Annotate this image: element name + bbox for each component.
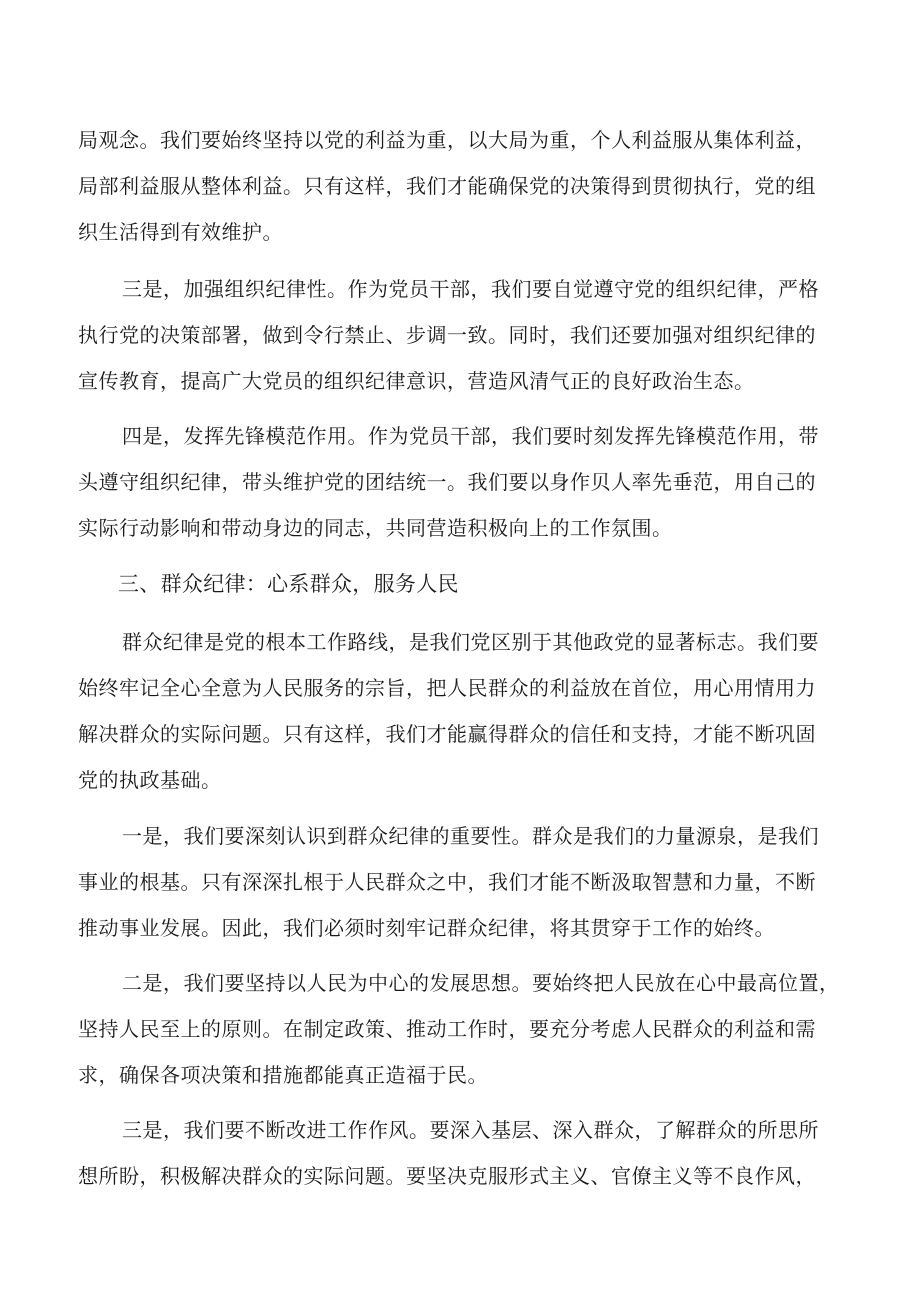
text-line: 二是，我们要坚持以人民为中心的发展思想。要始终把人民放在心中最高位置， <box>122 971 840 995</box>
text-line: 解决群众的实际问题。只有这样，我们才能赢得群众的信任和支持，才能不断巩固 <box>78 722 816 746</box>
text-line: 想所盼，积极解决群众的实际问题。要坚决克服形式主义、官僚主义等不良作风， <box>78 1164 816 1188</box>
text-line: 四是，发挥先锋模范作用。作为党员干部，我们要时刻发挥先锋模范作用，带 <box>122 424 819 448</box>
text-line: 群众纪律是党的根本工作路线，是我们党区别于其他政党的显著标志。我们要 <box>122 630 819 654</box>
text-line: 三是，加强组织纪律性。作为党员干部，我们要自觉遵守党的组织纪律，严格 <box>122 277 819 301</box>
text-line: 推动事业发展。因此，我们必须时刻牢记群众纪律，将其贯穿于工作的始终。 <box>78 916 775 940</box>
section-heading: 三、群众纪律：心系群众，服务人民 <box>118 572 459 596</box>
text-line: 局部利益服从整体利益。只有这样，我们才能确保党的决策得到贯彻执行，党的组 <box>78 174 816 198</box>
text-line: 实际行动影响和带动身边的同志，共同营造积极向上的工作氛围。 <box>78 516 673 540</box>
text-line: 坚持人民至上的原则。在制定政策、推动工作时，要充分考虑人民群众的利益和需 <box>78 1017 816 1041</box>
text-line: 头遵守组织纪律，带头维护党的团结统一。我们要以身作贝人率先垂范，用自己的 <box>78 470 816 494</box>
text-line: 局观念。我们要始终坚持以党的利益为重，以大局为重，个人利益服从集体利益， <box>78 128 816 152</box>
text-line: 织生活得到有效维护。 <box>78 220 283 244</box>
text-line: 执行党的决策部署，做到令行禁止、步调一致。同时，我们还要加强对组织纪律的 <box>78 323 816 347</box>
text-line: 求，确保各项决策和措施都能真正造福于民。 <box>78 1063 488 1087</box>
text-line: 始终牢记全心全意为人民服务的宗旨，把人民群众的利益放在首位，用心用情用力 <box>78 676 816 700</box>
text-line: 宣传教育，提高广大党员的组织纪律意识，营造风清气正的良好政治生态。 <box>78 369 755 393</box>
text-line: 三是，我们要不断改进工作作风。要深入基层、深入群众，了解群众的所思所 <box>122 1118 819 1142</box>
text-line: 党的执政基础。 <box>78 768 222 792</box>
text-line: 一是，我们要深刻认识到群众纪律的重要性。群众是我们的力量源泉，是我们 <box>122 824 819 848</box>
text-line: 事业的根基。只有深深扎根于人民群众之中，我们才能不断汲取智慧和力量，不断 <box>78 870 816 894</box>
